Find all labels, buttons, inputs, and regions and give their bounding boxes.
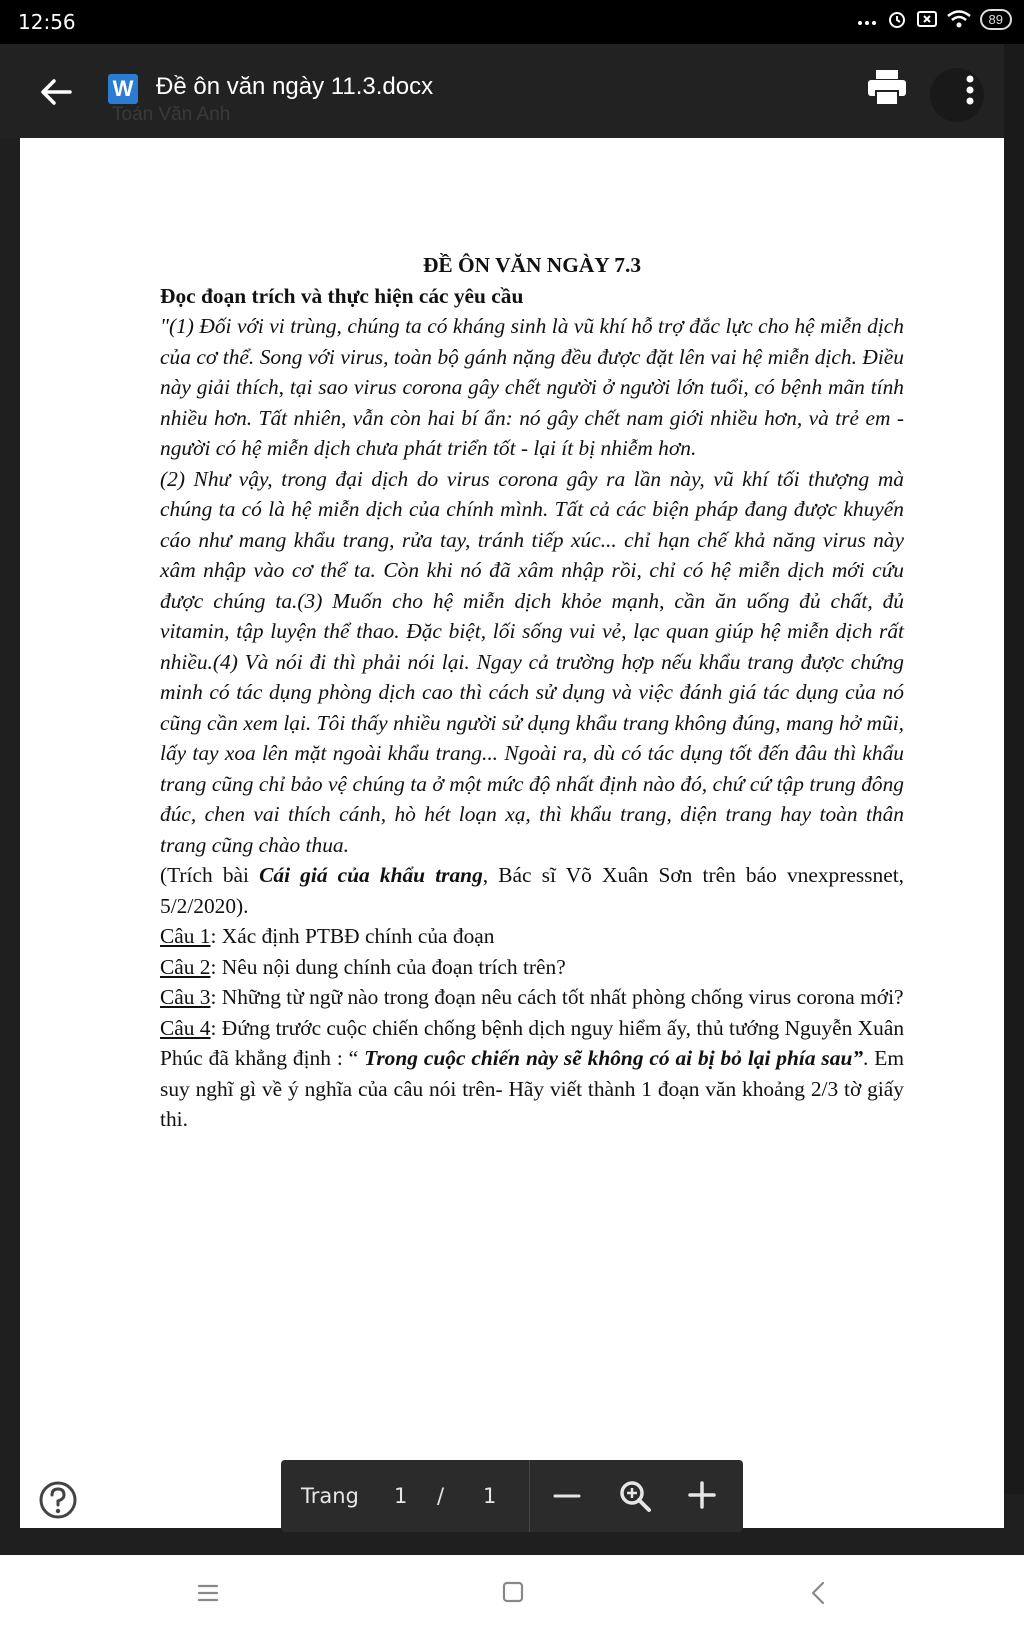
pager-divider [529,1460,530,1532]
print-icon[interactable] [864,68,910,108]
question-3-text: : Những từ ngữ nào trong đoạn nêu cách tốt nhất phòng chống virus corona mới? [210,985,904,1009]
more-options-icon[interactable] [958,70,982,110]
question-3 [160,982,904,1013]
battery-indicator: 89 [980,9,1012,30]
status-bar [0,0,1024,44]
owner-name: Toán Văn Anh [112,104,231,125]
source-citation [160,860,904,921]
document-page [20,138,1004,1528]
more-notifications-icon [856,9,878,29]
current-page[interactable]: 1 [394,1484,408,1508]
source-suffix: , Bác sĩ Võ Xuân Sơn trên báo vnexpressnet, 5/2/2020). [160,863,904,918]
recent-apps-icon[interactable] [196,1581,220,1605]
word-file-icon: W [108,74,138,104]
document-title: Đề ôn văn ngày 11.3.docx [156,73,434,100]
document-body [160,250,904,1135]
status-icons [856,8,1012,30]
source-title: Cái giá của khẩu trang [259,863,483,887]
question-2-label: Câu 2 [160,954,211,979]
question-2 [160,952,904,983]
question-4-text: : Đứng trước cuộc chiến chống bệnh dịch nguy hiểm ấy, thủ tướng Nguyễn Xuân Phúc đã khẳng định : “ [160,1015,905,1070]
scrollbar[interactable] [1004,44,1024,1494]
back-arrow-icon[interactable] [36,72,76,112]
question-1 [160,921,904,952]
sim-icon [916,9,938,29]
status-time: 12:56 [18,10,76,34]
app-bar [0,44,1024,138]
zoom-out-icon[interactable] [551,1480,583,1512]
question-3-label: Câu 3 [160,985,211,1009]
question-4 [160,1013,904,1135]
question-2-text: : Nêu nội dung chính của đoạn trích trên? [210,954,566,979]
total-pages: 1 [483,1484,497,1508]
system-navigation-bar [0,1555,1024,1638]
paragraph-1: "(1) Đối với vi trùng, chúng ta có kháng sinh là vũ khí hỗ trợ đắc lực cho hệ miễn dịch của cơ thể. Song với virus, toàn bộ gánh nặng đều được đặt lên vai hệ miễn dịch. Điều này giải thích, tại sao virus corona gây chết người ở người lớn tuổi, có bệnh mãn tính nhiều hơn. Tất nhiên, vẫn còn hai bí ẩn: nó gây chết nam giới nhiều hơn, và trẻ em - người có hệ miễn dịch chưa phát triển tốt - lại ít bị nhiễm hơn. [160,314,904,460]
zoom-magnifier-icon[interactable] [617,1478,653,1514]
question-4-label: Câu 4 [160,1015,211,1040]
question-4-quote: Trong cuộc chiến này sẽ không có ai bị bỏ lại phía sau” [364,1046,864,1070]
page-controls [281,1460,743,1532]
home-icon[interactable] [500,1579,526,1605]
document-heading: ĐỀ ÔN VĂN NGÀY 7.3 [422,253,642,277]
zoom-in-icon[interactable] [685,1478,719,1512]
question-1-label: Câu 1 [160,924,211,948]
page-separator: / [437,1484,445,1508]
page-label: Trang [301,1484,359,1508]
question-1-text: : Xác định PTBĐ chính của đoạn [210,924,495,948]
help-icon[interactable] [38,1480,78,1520]
instruction: Đọc đoạn trích và thực hiện các yêu cầu [160,283,524,308]
alarm-icon [886,8,908,30]
nav-back-icon[interactable] [808,1579,828,1607]
question-4-text-end: . Em suy nghĩ gì về ý nghĩa của câu nói trên- Hãy viết thành 1 đoạn văn khoảng 2/3 tờ giấy thi. [160,1046,904,1131]
paragraph-2: (2) Như vậy, trong đại dịch do virus corona gây ra lần này, vũ khí tối thượng mà chúng ta có là hệ miễn dịch của chính mình. Tất cả các biện pháp đang được khuyến cáo như mang khẩu trang, rửa tay, tránh tiếp xúc... chỉ hạn chế khả năng virus này xâm nhập vào cơ thể ta. Còn khi nó đã xâm nhập rồi, chỉ có hệ miễn dịch mới cứu được chúng ta.(3) Muốn cho hệ miễn dịch khỏe mạnh, cần ăn uống đủ chất, đủ vitamin, tập luyện thể thao. Đặc biệt, lối sống vui vẻ, lạc quan giúp hệ miễn dịch rất nhiều.(4) Và nói đi thì phải nói lại. Ngay cả trường hợp nếu khẩu trang được chứng minh có tác dụng phòng dịch cao thì cách sử dụng và việc đánh giá tác dụng của nó cũng cần xem lại. Tôi thấy nhiều người sử dụng khẩu trang không đúng, mang hở mũi, lấy tay xoa lên mặt ngoài khẩu trang... Ngoài ra, dù có tác dụng tốt đến đâu thì khẩu trang cũng chỉ bảo vệ chúng ta ở một mức độ nhất định nào đó, chứ cứ tập trung đông đúc, chen vai thích cánh, hò hét loạn xạ, thì khẩu trang, diện trang hay toàn thân trang cũng chào thua. [160,466,904,857]
wifi-icon [946,9,972,29]
source-prefix: (Trích bài [160,863,260,887]
